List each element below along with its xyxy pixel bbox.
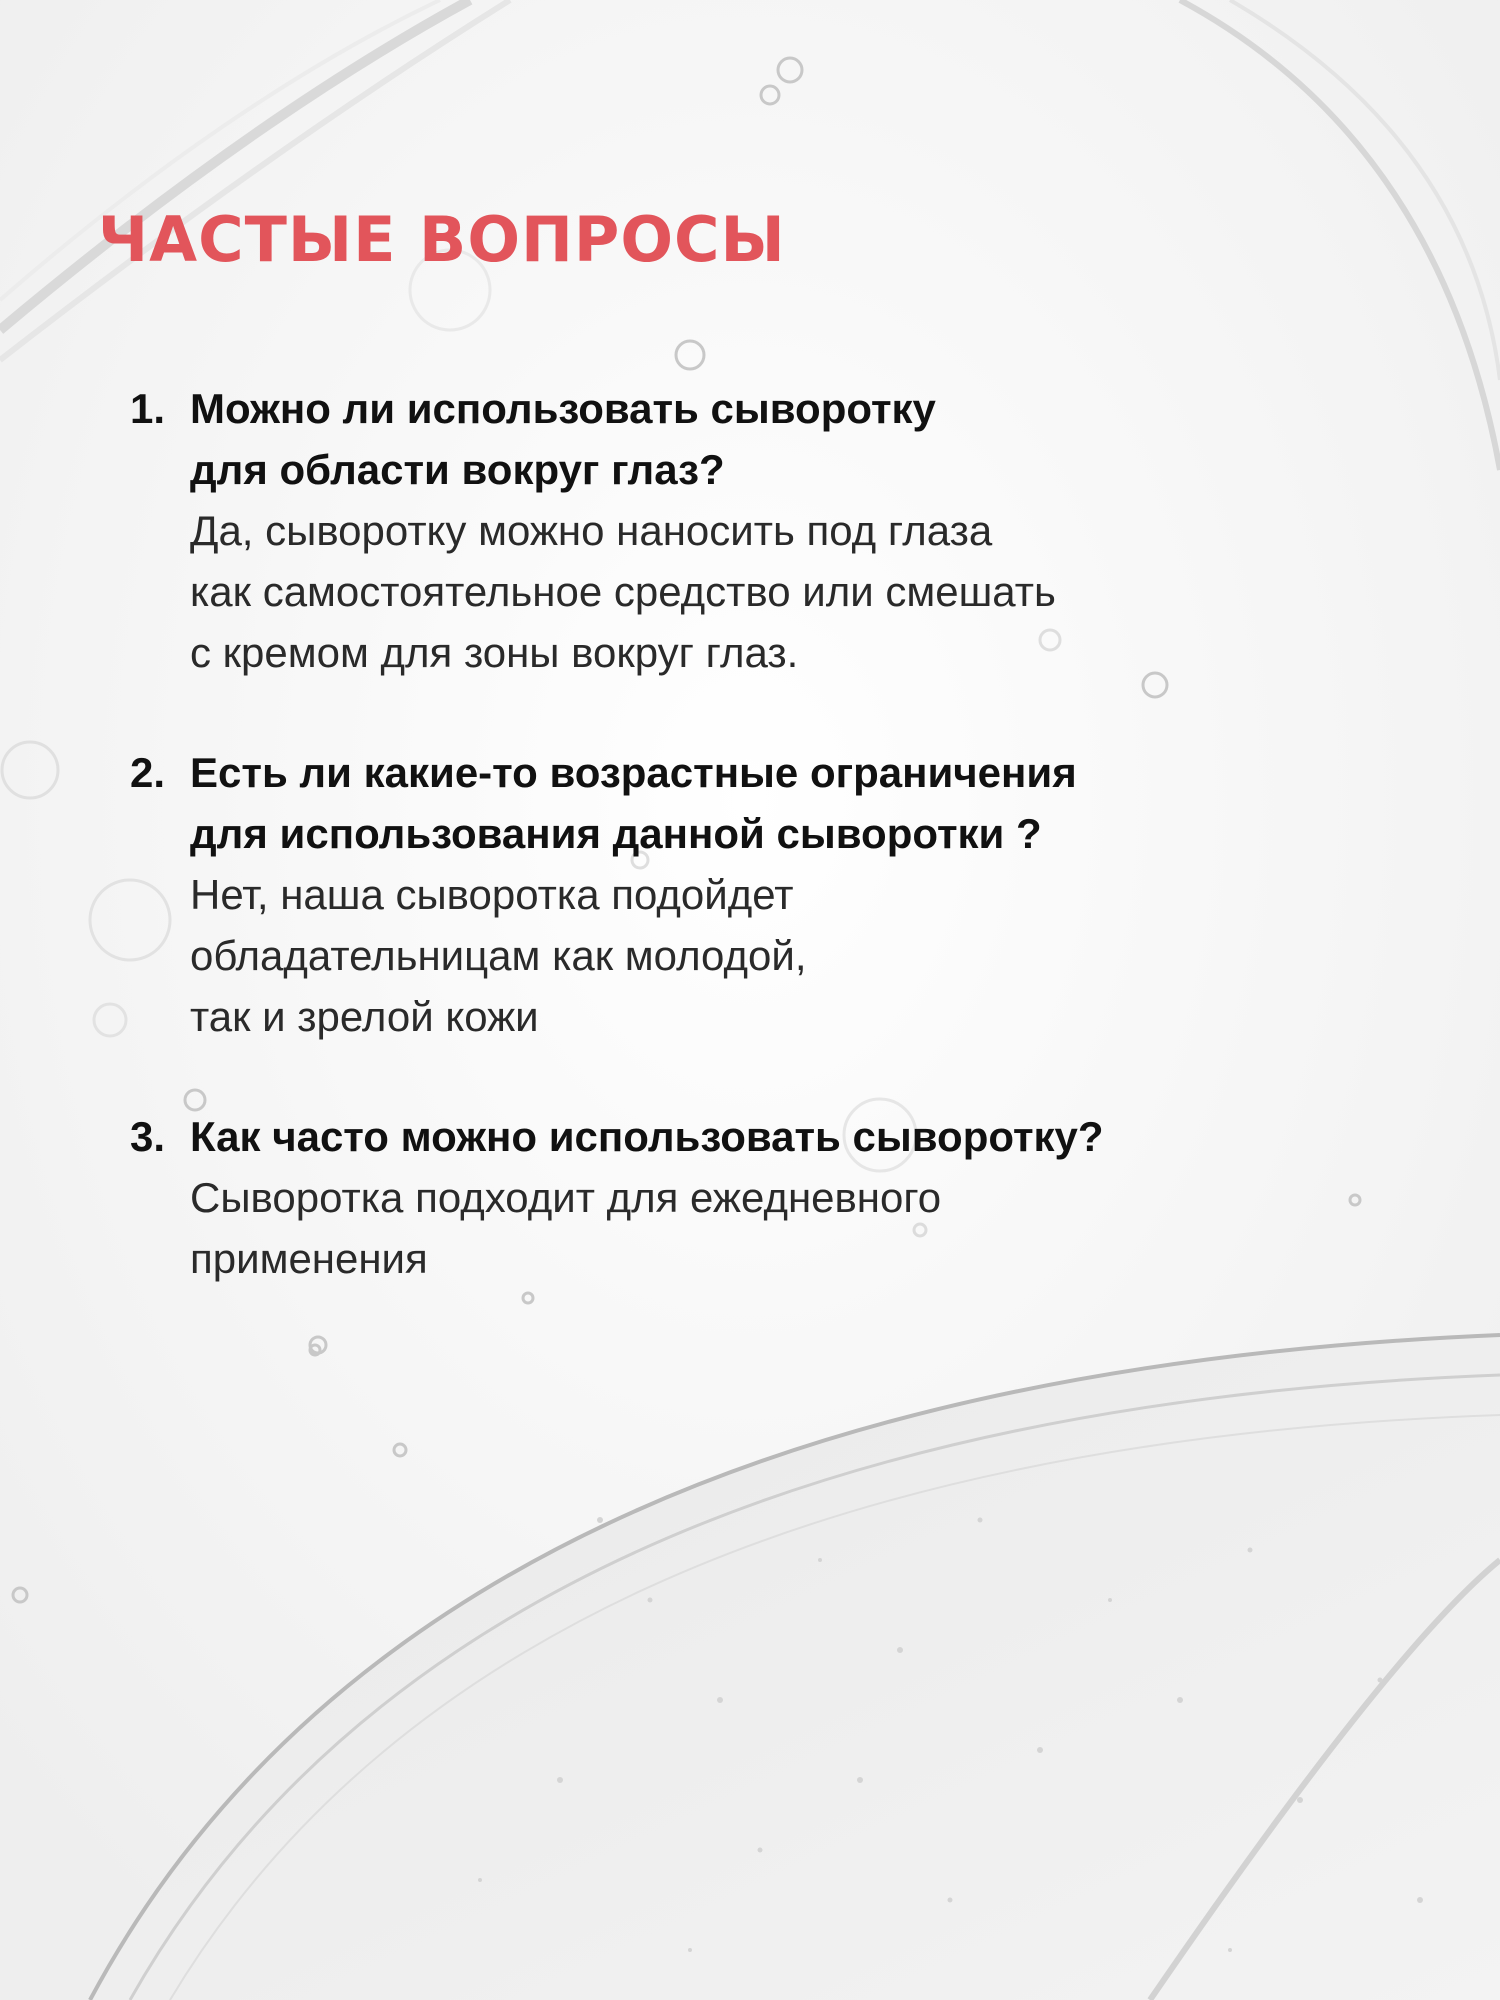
faq-answer-line: с кремом для зоны вокруг глаз.: [190, 629, 799, 676]
faq-item-2: [130, 742, 1460, 1047]
faq-number: 2.: [130, 749, 166, 796]
faq-answer-line: применения: [190, 1235, 428, 1282]
faq-item-1: [130, 378, 1460, 683]
faq-answer-line: как самостоятельное средство или смешать: [190, 568, 1056, 615]
faq-item-3: [130, 1106, 1460, 1289]
faq-body: [190, 378, 1460, 683]
faq-answer-line: обладательницам как молодой,: [190, 932, 807, 979]
faq-question-line: Можно ли использовать сыворотку: [190, 385, 936, 432]
faq-question-line: Как часто можно использовать сыворотку?: [190, 1113, 1104, 1160]
faq-answer-line: так и зрелой кожи: [190, 993, 539, 1040]
faq-number: 3.: [130, 1113, 166, 1160]
faq-answer-line: Да, сыворотку можно наносить под глаза: [190, 507, 993, 554]
faq-question-line: для области вокруг глаз?: [190, 446, 725, 493]
page-title: ЧАСТЫЕ ВОПРОСЫ: [98, 203, 786, 276]
faq-question-line: Есть ли какие-то возрастные ограничения: [190, 749, 1077, 796]
faq-body: [190, 742, 1460, 1047]
faq-question-line: для использования данной сыворотки ?: [190, 810, 1042, 857]
faq-number: 1.: [130, 385, 166, 432]
faq-body: [190, 1106, 1460, 1289]
faq-answer-line: Сыворотка подходит для ежедневного: [190, 1174, 942, 1221]
faq-answer-line: Нет, наша сыворотка подойдет: [190, 871, 794, 918]
